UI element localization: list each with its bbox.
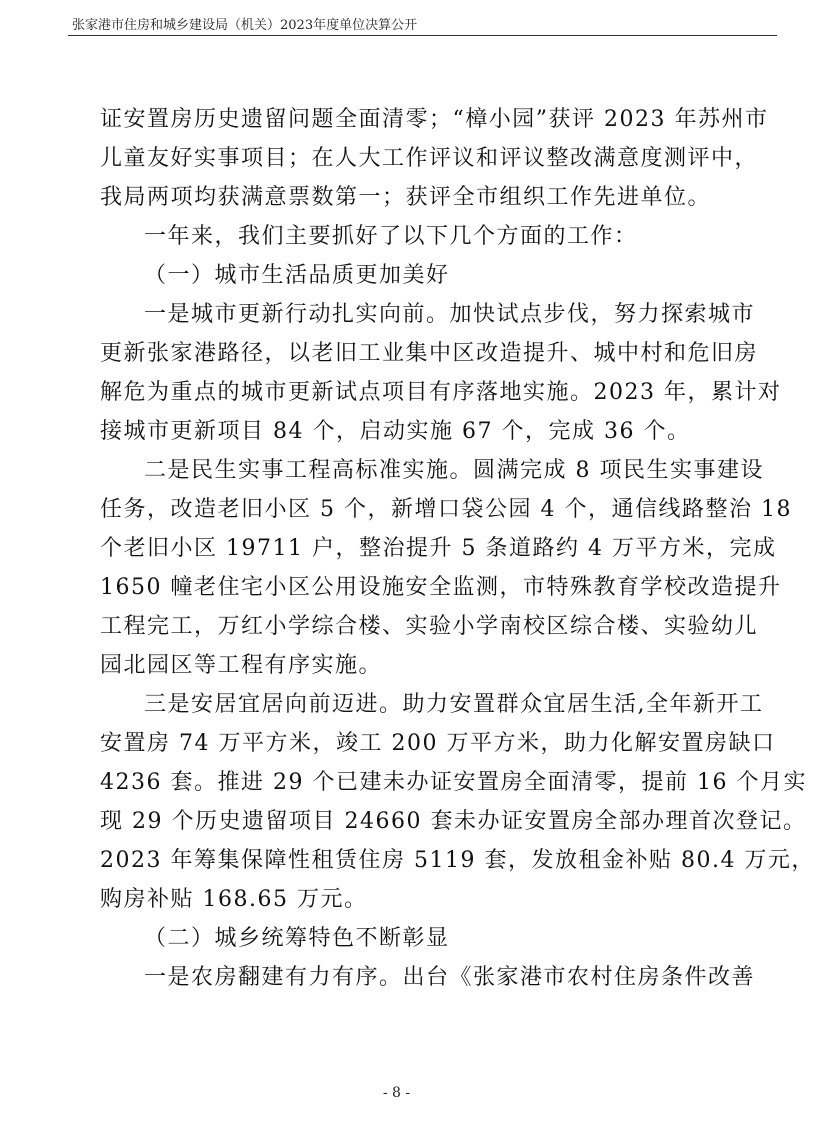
document-body [100, 100, 815, 997]
body-line: 工程完工，万红小学综合楼、实验小学南校区综合楼、实验幼儿 [100, 614, 759, 639]
section-heading: （一）城市生活品质更加美好 [144, 263, 450, 288]
section-heading: （二）城乡统筹特色不断彰显 [144, 926, 450, 951]
body-line: 4236 套。推进 29 个已建未办证安置房全面清零，提前 16 个月实 [100, 770, 807, 795]
body-line: 接城市更新项目 84 个，启动实施 67 个，完成 36 个。 [100, 419, 691, 444]
body-line: 一是城市更新行动扎实向前。加快试点步伐，努力探索城市 [144, 302, 756, 327]
header-divider [68, 35, 777, 36]
body-line: 我局两项均获满意票数第一；获评全市组织工作先进单位。 [100, 185, 712, 210]
page-number: - 8 - [382, 1085, 411, 1101]
body-line: 二是民生实事工程高标准实施。圆满完成 8 项民生实事建设 [144, 458, 764, 483]
body-line: 个老旧小区 19711 户，整治提升 5 条道路约 4 万平方米，完成 [100, 536, 777, 561]
body-line: 安置房 74 万平方米，竣工 200 万平方米，助力化解安置房缺口 [100, 731, 776, 756]
body-line: 一是农房翻建有力有序。出台《张家港市农村住房条件改善 [144, 965, 756, 990]
body-line: 任务，改造老旧小区 5 个，新增口袋公园 4 个，通信线路整治 18 [100, 497, 792, 522]
page-header: 张家港市住房和城乡建设局（机关）2023年度单位决算公开 [72, 18, 418, 33]
body-line: 儿童友好实事项目；在人大工作评议和评议整改满意度测评中， [100, 146, 759, 171]
body-line: 2023 年筹集保障性租赁住房 5119 套，发放租金补贴 80.4 万元， [100, 848, 815, 873]
body-line: 解危为重点的城市更新试点项目有序落地实施。2023 年，累计对 [100, 380, 782, 405]
body-line: 园北园区等工程有序实施。 [100, 653, 383, 678]
body-line: 1650 幢老住宅小区公用设施安全监测，市特殊教育学校改造提升 [100, 575, 782, 600]
body-line: 现 29 个历史遗留项目 24660 套未办证安置房全部办理首次登记。 [100, 809, 807, 834]
body-line: 三是安居宜居向前迈进。助力安置群众宜居生活,全年新开工 [144, 692, 764, 717]
body-line: 更新张家港路径，以老旧工业集中区改造提升、城中村和危旧房 [100, 341, 759, 366]
body-line: 购房补贴 168.65 万元。 [100, 887, 368, 912]
body-line: 证安置房历史遗留问题全面清零；“樟小园”获评 2023 年苏州市 [100, 107, 769, 132]
body-line: 一年来，我们主要抓好了以下几个方面的工作： [144, 224, 638, 249]
